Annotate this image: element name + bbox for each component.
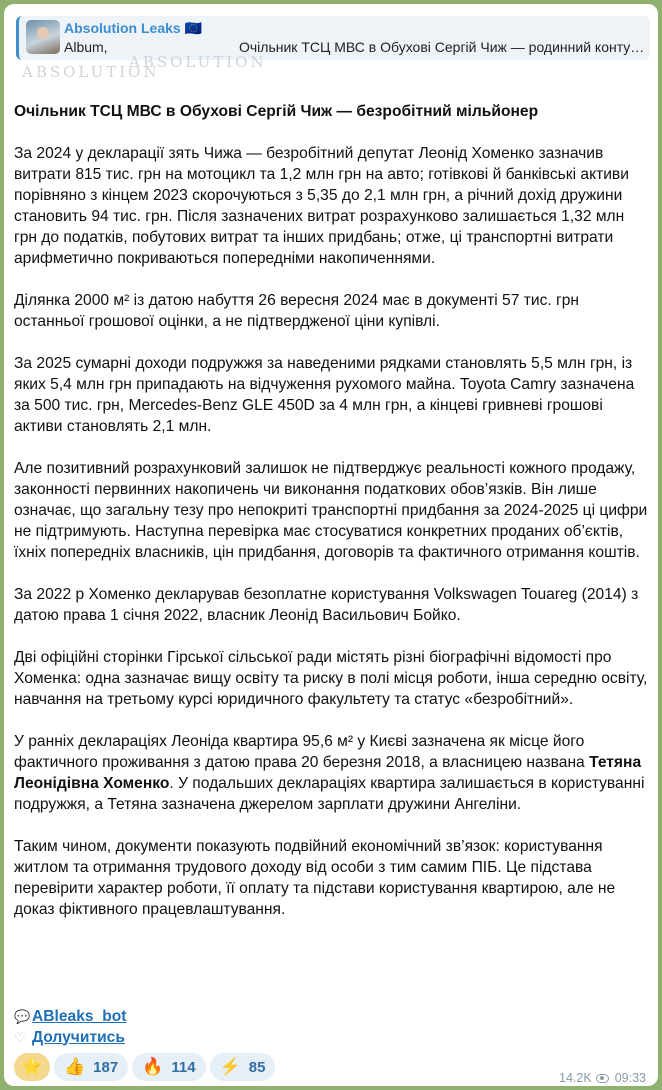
lightning-icon: ⚡ <box>219 1057 241 1076</box>
reply-snippet: Очільник ТСЦ МВС в Обухові Сергій Чиж — родинний конту… <box>239 39 645 55</box>
reaction-count: 114 <box>171 1058 196 1076</box>
paragraph: Таким чином, документи показують подвійний економічний зв’язок: користування житлом та отримання трудового доходу від особи з тим самим ПІБ. Це підстава перевірити характер роботи, її оплату та підстави користування квартирою, але не доказ фіктивного працевлаштування. <box>14 838 616 918</box>
bold-name: Тетяна Леонідівна Хоменко <box>14 754 642 792</box>
reply-channel-name: Absolution Leaks 🇪🇺 <box>64 20 203 36</box>
thumbs-up-icon: 👍 <box>64 1057 86 1076</box>
timestamp: 09:33 <box>614 1071 646 1085</box>
bot-link[interactable]: ABleaks_bot <box>32 1007 127 1025</box>
speech-bubble-icon: 💬 <box>14 1008 31 1024</box>
message-meta <box>559 1071 646 1085</box>
view-count: 14.2K <box>559 1071 592 1085</box>
footer-links <box>14 1006 126 1048</box>
reactions-bar <box>14 1053 275 1081</box>
paragraph: За 2024 у декларації зять Чижа — безробітний депутат Леонід Хоменко зазначив витрати 815 тис. грн на мотоцикл та 1,2 млн грн на авто; готівкові й банківські активи порівняно з кінцем 2023 скорочуються з 5,35 до 2,1 млн грн, а річний дохід дружини становить 94 тис. грн. Після зазначених витрат розрахунково залишається 1,32 млн грн до податків, побутових витрат та інших придбань; отже, ці транспортні витрати арифметично покриваються попередніми накопиченнями. <box>14 145 629 267</box>
watermark: ABSOLUTION <box>22 63 160 81</box>
message-bubble <box>4 4 658 1086</box>
paragraph: Дві офіційні сторінки Гірської сільської ради містять різні біографічні відомості про Хоменка: одна зазначає вищу освіту та риску в полі місця роботи, інша середню освіту, навчання на третьому курсі юридичного факультету та статус «безробітний». <box>14 649 648 708</box>
paragraph: Але позитивний розрахунковий залишок не підтверджує реальності кожного продажу, законності первинних накопичень чи виконання податкових обов’язків. Він лише означає, що загальну тезу про непокриті транспортні придбання за 2024-2025 ці цифри не підтримують. Наступна перевірка має стосуватися конкретних проданих об’єктів, їхніх попередніх власників, цін придбання, договорів та фактичного отримання коштів. <box>14 460 648 561</box>
watermark: ABSOLUTION <box>129 53 267 71</box>
text: . У подальших деклараціях квартира залишається в користуванні подружжя, а Тетяна зазначена джерелом зарплати дружини Ангеліни. <box>14 775 645 813</box>
paragraph <box>14 731 650 815</box>
link-row-bot <box>14 1006 126 1027</box>
paragraph: За 2025 сумарні доходи подружжя за наведеними рядками становлять 5,5 млн грн, із яких 5,4 млн грн припадають на відчуження рухомого майна. Toyota Camry зазначена за 500 тис. грн, Mercedes-Benz GLE 450D за 4 млн грн, а кінцеві гривневі грошові активи становлять 2,1 млн. <box>14 355 635 435</box>
paragraph: Ділянка 2000 м² із датою набуття 26 вересня 2024 має в документі 57 тис. грн останньої грошової оцінки, а не підтвердженої ціни купівлі. <box>14 292 579 330</box>
reply-kind: Album, <box>64 39 108 55</box>
fire-icon: 🔥 <box>142 1057 164 1076</box>
paragraph: За 2022 р Хоменко декларував безоплатне користування Volkswagen Touareg (2014) з датою права 1 січня 2022, власник Леонід Васильович Бойко. <box>14 586 639 624</box>
heart-icon: ♡ <box>14 1029 26 1045</box>
post-text <box>14 101 650 941</box>
reaction-lightning[interactable] <box>210 1053 276 1081</box>
link-row-join <box>14 1027 126 1048</box>
reaction-thumbs-up[interactable] <box>54 1053 128 1081</box>
reaction-count: 187 <box>93 1058 119 1076</box>
reaction-star[interactable] <box>14 1053 50 1081</box>
eye-icon <box>596 1074 609 1083</box>
reaction-count: 85 <box>248 1058 266 1076</box>
join-link[interactable]: Долучитись <box>32 1028 125 1046</box>
post-title: Очільник ТСЦ МВС в Обухові Сергій Чиж — безробітний мільйонер <box>14 103 539 120</box>
reply-preview[interactable] <box>16 16 650 71</box>
reaction-fire[interactable] <box>132 1053 205 1081</box>
channel-avatar <box>26 20 60 54</box>
text: У ранніх деклараціях Леоніда квартира 95,6 м² у Києві зазначена як місце його фактичного проживання з датою права 20 березня 2018, а власницею названа <box>14 733 590 771</box>
star-icon: ⭐ <box>21 1057 43 1076</box>
